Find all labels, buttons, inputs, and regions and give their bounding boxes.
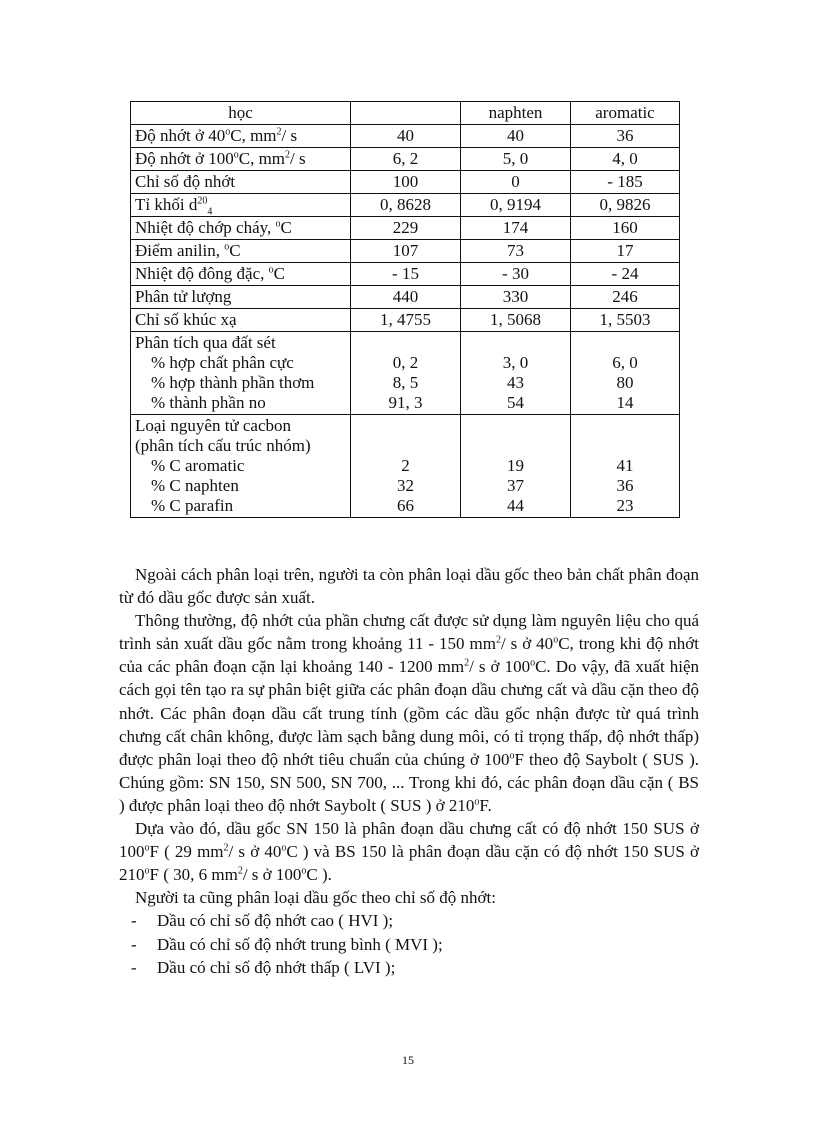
bullet-dash: - [131, 934, 137, 954]
list-item: - Dầu có chỉ số độ nhớt trung bình ( MVI ); [119, 933, 699, 956]
table-row-carbon-type [131, 415, 680, 518]
table-cell: 1, 5068 [461, 309, 571, 332]
table-row [131, 263, 680, 286]
table-header-cell: học [131, 102, 351, 125]
row-label: Nhiệt độ đông đặc, $^o$C [131, 263, 351, 286]
table-row [131, 194, 680, 217]
table-cell: 1, 5503 [571, 309, 680, 332]
table-cell: - 185 [571, 171, 680, 194]
table-cell: 1, 4755 [351, 309, 461, 332]
table-cell: 160 [571, 217, 680, 240]
properties-table [130, 101, 680, 518]
row-label: Độ nhớt ở 100$^o$C, $mm^2/$ s [131, 148, 351, 171]
group-subtitle: (phân tích cấu trúc nhóm) [135, 436, 311, 455]
table-cell: 19 37 44 [461, 415, 571, 518]
row-label: Chỉ số độ nhớt [131, 171, 351, 194]
table-cell: 0, 8628 [351, 194, 461, 217]
page-number: 15 [402, 1053, 414, 1067]
table-cell: 330 [461, 286, 571, 309]
group-item-label: % hợp thành phần thơm [151, 373, 315, 392]
table-row [131, 240, 680, 263]
table-cell: 100 [351, 171, 461, 194]
table-cell: 0, 9826 [571, 194, 680, 217]
group-item-label: % hợp chất phân cực [151, 353, 294, 372]
body-text [119, 563, 699, 979]
table-cell: - 15 [351, 263, 461, 286]
table-header-row [131, 102, 680, 125]
group-title: Loại nguyên tử cacbon [135, 416, 292, 435]
table-row [131, 148, 680, 171]
table-cell: - 24 [571, 263, 680, 286]
table-cell: 4, 0 [571, 148, 680, 171]
row-label: Phân tử lượng [131, 286, 351, 309]
table-cell: 40 [461, 125, 571, 148]
table-cell: 174 [461, 217, 571, 240]
table-cell: 246 [571, 286, 680, 309]
row-label: Độ nhớt ở 40$^o$C, $mm^2/$ s [131, 125, 351, 148]
group-item-label: % thành phần no [151, 393, 266, 412]
bullet-dash: - [131, 957, 137, 977]
table-row [131, 171, 680, 194]
table-header-cell: aromatic [571, 102, 680, 125]
table-cell: 6, 2 [351, 148, 461, 171]
row-label: Nhiệt độ chớp cháy, $^o$C [131, 217, 351, 240]
group-label [131, 332, 351, 415]
paragraph-vi-classification: Người ta cũng phân loại dầu gốc theo chỉ số độ nhớt: [135, 888, 496, 908]
table-cell: 229 [351, 217, 461, 240]
table-row [131, 286, 680, 309]
group-label [131, 415, 351, 518]
table-cell: 73 [461, 240, 571, 263]
table-row [131, 217, 680, 240]
table-cell: 36 [571, 125, 680, 148]
group-item-label: % C aromatic [151, 456, 245, 475]
table-cell: 0, 9194 [461, 194, 571, 217]
table-row [131, 309, 680, 332]
list-item: - Dầu có chỉ số độ nhớt cao ( HVI ); [119, 909, 699, 932]
table-cell: 3, 0 43 54 [461, 332, 571, 415]
group-item-label: % C naphten [151, 476, 239, 495]
table-cell: 40 [351, 125, 461, 148]
paragraph-classification-intro: Ngoài cách phân loại trên, người ta còn phân loại dầu gốc theo bản chất phân đoạn từ đó dầu gốc được sản xuất. [119, 565, 699, 608]
table-header-cell: naphten [461, 102, 571, 125]
table-cell: 107 [351, 240, 461, 263]
table-cell: 17 [571, 240, 680, 263]
row-label: Chỉ số khúc xạ [131, 309, 351, 332]
table-cell: 41 36 23 [571, 415, 680, 518]
row-label: Tỉ khối $d^{20}_4$ [131, 194, 351, 217]
table-cell: 0, 2 8, 5 91, 3 [351, 332, 461, 415]
vi-classification-list [119, 909, 699, 978]
table-row-clay-analysis [131, 332, 680, 415]
list-item: - Dầu có chỉ số độ nhớt thấp ( LVI ); [119, 956, 699, 979]
bullet-dash: - [131, 911, 137, 931]
table-header-cell [351, 102, 461, 125]
table-cell: 6, 0 80 14 [571, 332, 680, 415]
table-cell: 5, 0 [461, 148, 571, 171]
paragraph-sn-bs-definition: Dựa vào đó, dầu gốc SN 150 là phân đoạn dầu chưng cất có độ nhớt 150 SUS ở 100$^o$F ( 29 $mm^2/$ s ở 40$^o$C ) và BS 150 là phân đoạn dầu cặn có độ nhớt 150 SUS ở 210$^o$F ( 30, 6 $mm^2/$ s ở 100$^o$C ). [119, 819, 699, 885]
table-cell: - 30 [461, 263, 571, 286]
group-item-label: % C parafin [151, 496, 234, 515]
table-cell: 440 [351, 286, 461, 309]
row-label: Điểm anilin, $^o$C [131, 240, 351, 263]
table-row [131, 125, 680, 148]
table-cell: 2 32 66 [351, 415, 461, 518]
group-title: Phân tích qua đất sét [135, 333, 276, 352]
paragraph-viscosity-ranges: Thông thường, độ nhớt của phần chưng cất được sử dụng làm nguyên liệu cho quá trình sản xuất dầu gốc nằm trong khoảng 11 - 150 $mm^2/$ s ở 40$^o$C, trong khi độ nhớt của các phân đoạn cặn lại khoảng 140 - 1200 $mm^2/$ s ở 100$^o$C. Do vậy, đã xuất hiện cách gọi tên tạo ra sự phân biệt giữa các phân đoạn dầu chưng cất và dầu cặn theo độ nhớt. Các phân đoạn dầu cất trung tính (gồm các dầu gốc nhận được từ quá trình chưng cất chân không, được làm sạch bằng dung môi, có tỉ trọng thấp, độ nhớt thấp) được phân loại theo độ nhớt tiêu chuẩn của chúng ở 100$^o$F theo độ Saybolt ( SUS ). Chúng gồm: SN 150, SN 500, SN 700, ... Trong khi đó, các phân đoạn dầu cặn ( BS ) được phân loại theo độ nhớt Saybolt ( SUS ) ở 210$^o$F. [119, 611, 699, 815]
table-cell: 0 [461, 171, 571, 194]
